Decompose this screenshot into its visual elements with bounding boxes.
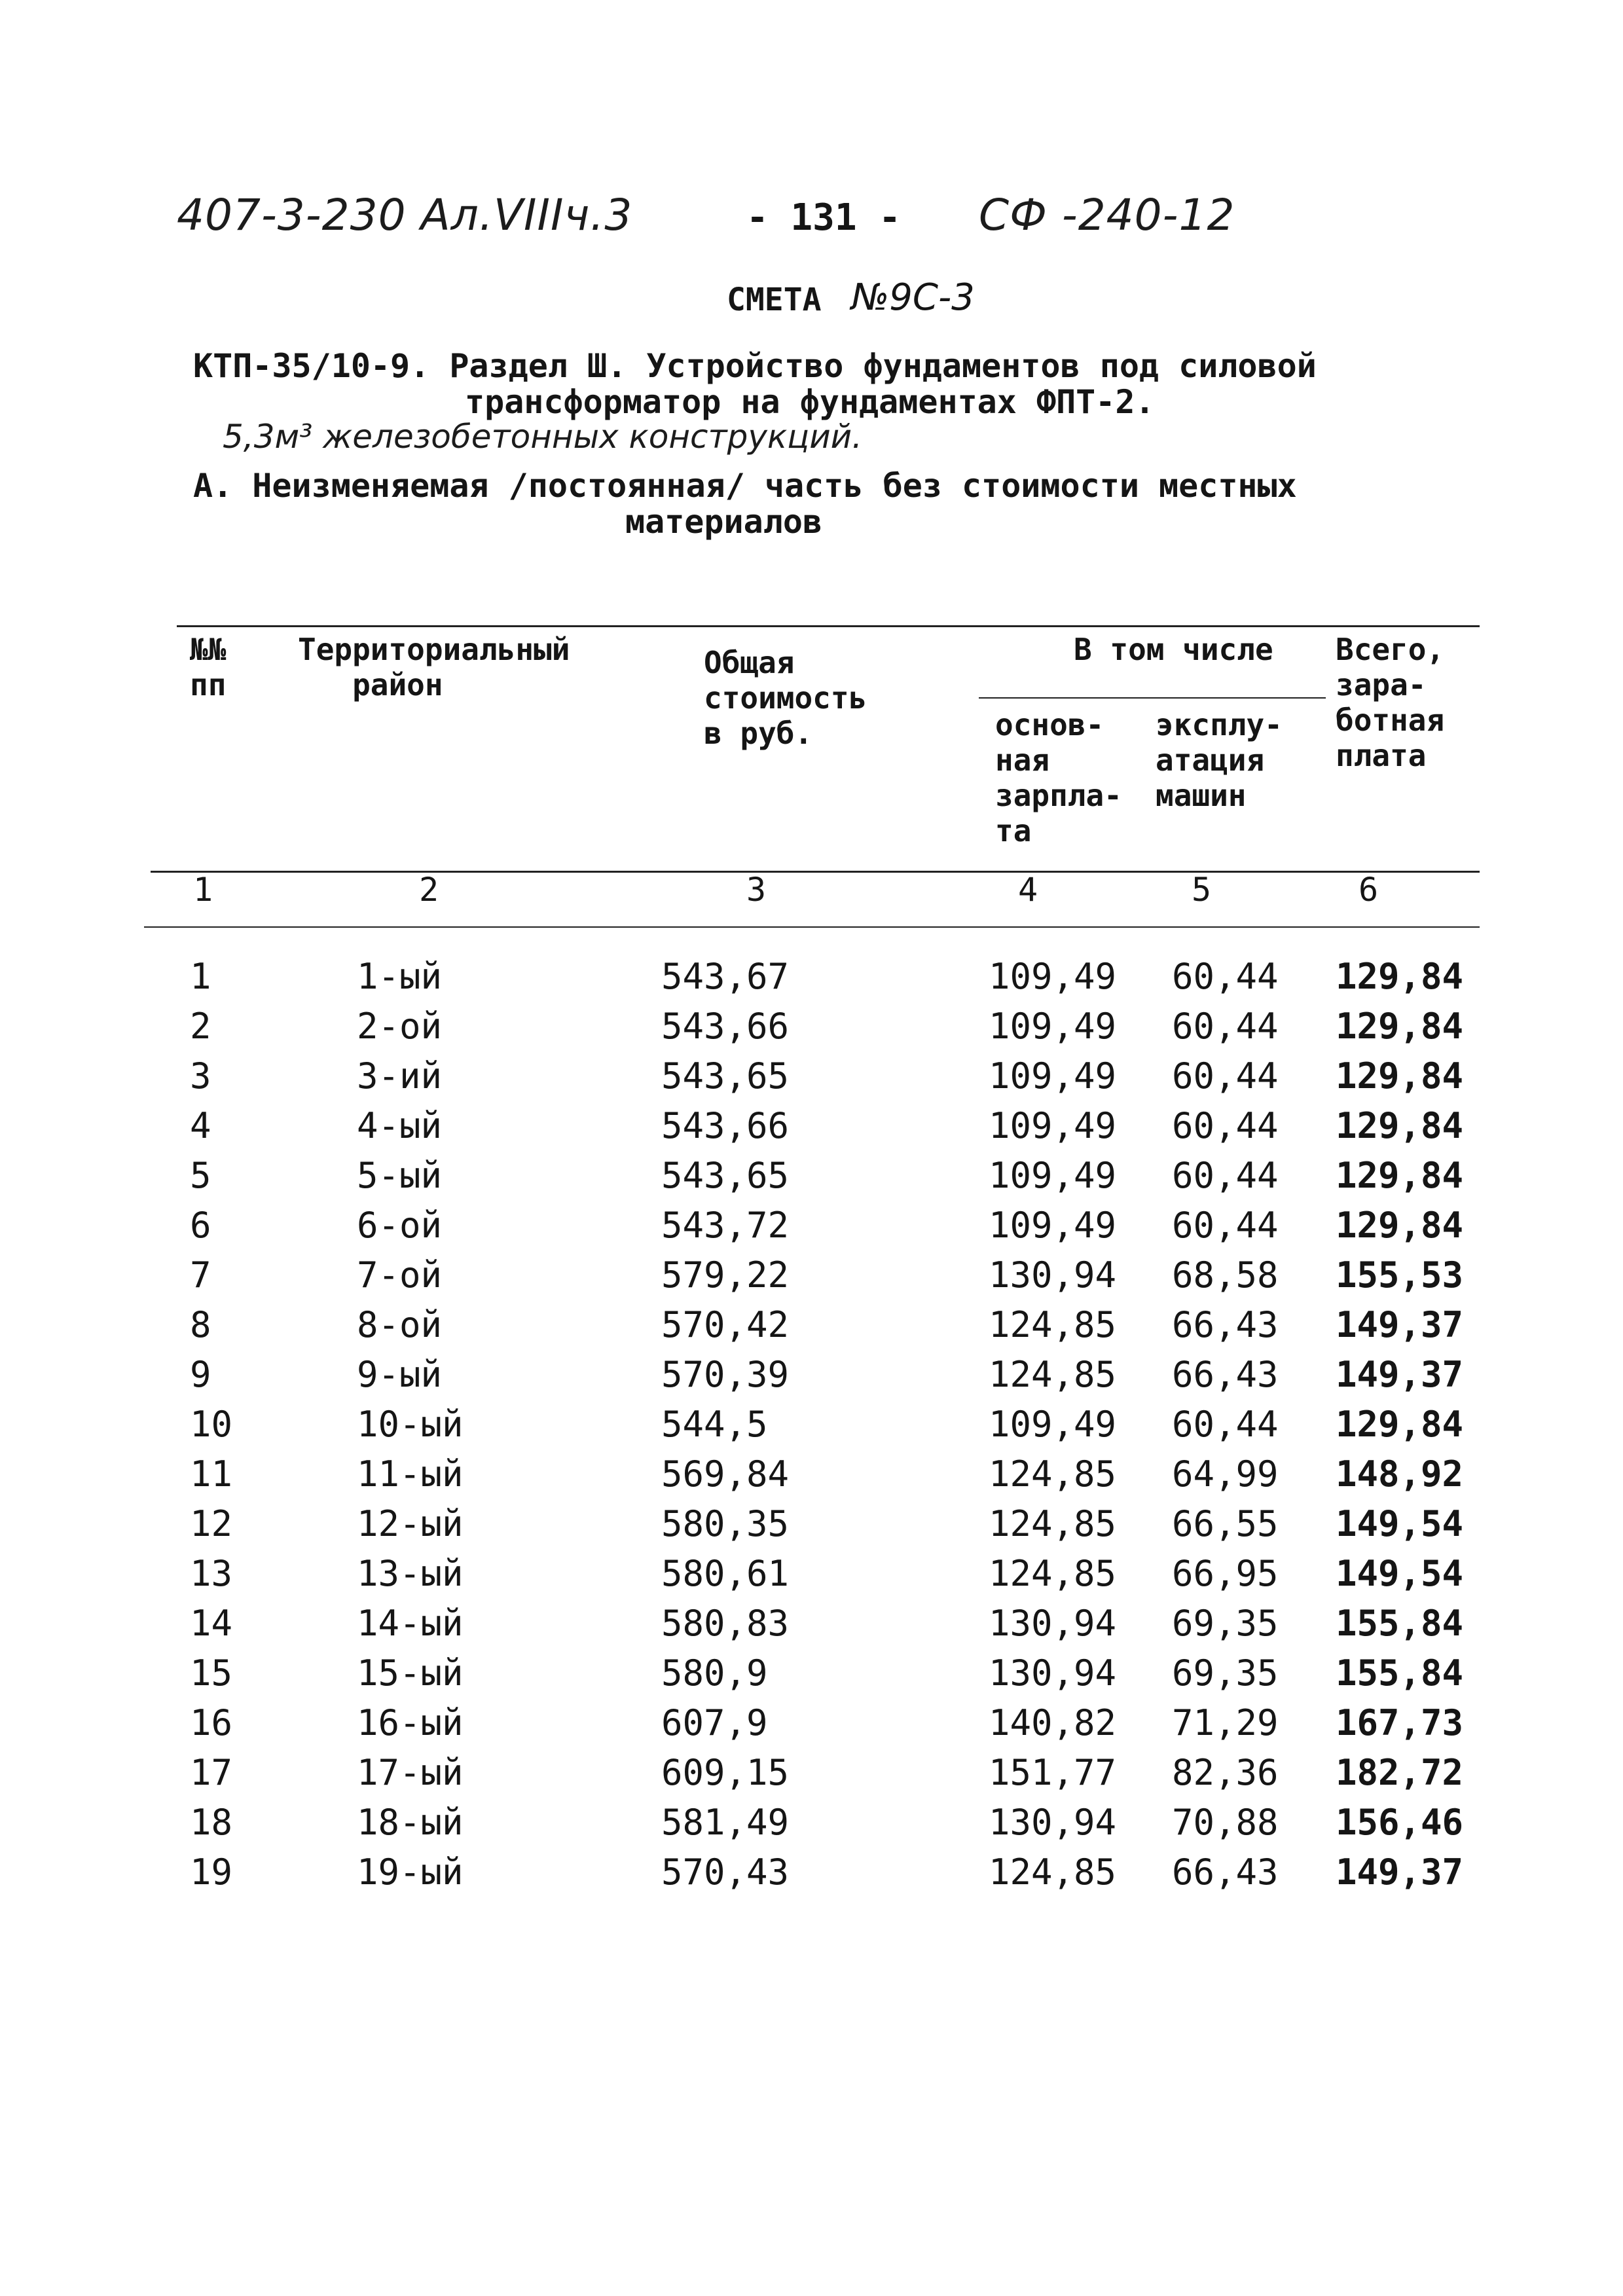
- total-cost: 543,72: [661, 1205, 790, 1246]
- base-salary: 130,94: [989, 1652, 1117, 1694]
- base-salary: 124,85: [989, 1851, 1117, 1893]
- column-numbers-rule: [144, 926, 1480, 928]
- total-salary: 149,37: [1336, 1354, 1464, 1395]
- base-salary: 130,94: [989, 1802, 1117, 1843]
- table-row: [0, 1304, 1623, 1354]
- machine-operation: 66,43: [1172, 1304, 1279, 1345]
- table-row: [0, 1155, 1623, 1205]
- row-number: 1: [190, 956, 211, 997]
- smeta-label: СМЕТА: [727, 282, 822, 318]
- row-number: 16: [190, 1702, 233, 1743]
- base-salary: 124,85: [989, 1503, 1117, 1544]
- handwritten-volume-note: 5,3м³ железобетонных конструкций.: [223, 418, 863, 456]
- column-number: 2: [419, 871, 439, 909]
- total-salary: 155,84: [1336, 1652, 1464, 1694]
- machine-operation: 69,35: [1172, 1603, 1279, 1644]
- total-cost: 543,67: [661, 956, 790, 997]
- machine-operation: 66,43: [1172, 1354, 1279, 1395]
- base-salary: 109,49: [989, 1055, 1117, 1097]
- column-number: 1: [193, 871, 213, 909]
- row-number: 2: [190, 1006, 211, 1047]
- base-salary: 130,94: [989, 1254, 1117, 1296]
- total-salary: 129,84: [1336, 1105, 1464, 1146]
- total-salary: 182,72: [1336, 1752, 1464, 1793]
- row-number: 14: [190, 1603, 233, 1644]
- total-salary: 129,84: [1336, 1404, 1464, 1445]
- row-number: 11: [190, 1453, 233, 1495]
- table-row: [0, 1354, 1623, 1404]
- total-cost: 580,61: [661, 1553, 790, 1594]
- district-name: 3-ий: [357, 1055, 443, 1097]
- base-salary: 109,49: [989, 1155, 1117, 1196]
- total-cost: 581,49: [661, 1802, 790, 1843]
- row-number: 7: [190, 1254, 211, 1296]
- base-salary: 124,85: [989, 1354, 1117, 1395]
- base-salary: 109,49: [989, 1404, 1117, 1445]
- row-number: 10: [190, 1404, 233, 1445]
- machine-operation: 70,88: [1172, 1802, 1279, 1843]
- total-cost: 570,42: [661, 1304, 790, 1345]
- district-name: 10-ый: [357, 1404, 464, 1445]
- district-name: 1-ый: [357, 956, 443, 997]
- table-row: [0, 1503, 1623, 1553]
- base-salary: 140,82: [989, 1702, 1117, 1743]
- row-number: 17: [190, 1752, 233, 1793]
- machine-operation: 60,44: [1172, 1055, 1279, 1097]
- base-salary: 109,49: [989, 1105, 1117, 1146]
- group-header-rule: [979, 697, 1326, 699]
- total-salary: 148,92: [1336, 1453, 1464, 1495]
- total-cost: 607,9: [661, 1702, 768, 1743]
- table-row: [0, 1205, 1623, 1254]
- table-row: [0, 1652, 1623, 1702]
- machine-operation: 69,35: [1172, 1652, 1279, 1694]
- header-col-number: №№ пп: [190, 632, 227, 702]
- district-name: 16-ый: [357, 1702, 464, 1743]
- column-number: 6: [1359, 871, 1379, 909]
- district-name: 17-ый: [357, 1752, 464, 1793]
- machine-operation: 66,95: [1172, 1553, 1279, 1594]
- machine-operation: 60,44: [1172, 1205, 1279, 1246]
- total-salary: 129,84: [1336, 1055, 1464, 1097]
- machine-operation: 60,44: [1172, 1404, 1279, 1445]
- base-salary: 124,85: [989, 1453, 1117, 1495]
- part-heading-line-1: А. Неизменяемая /постоянная/ часть без стоимости местных: [193, 467, 1297, 505]
- base-salary: 109,49: [989, 1205, 1117, 1246]
- base-salary: 109,49: [989, 1006, 1117, 1047]
- total-cost: 570,39: [661, 1354, 790, 1395]
- table-row: [0, 1603, 1623, 1652]
- machine-operation: 66,55: [1172, 1503, 1279, 1544]
- smeta-number: №9С-3: [851, 276, 975, 319]
- row-number: 3: [190, 1055, 211, 1097]
- part-heading-line-2: материалов: [625, 503, 823, 541]
- header-base-salary: основ- ная зарпла- та: [995, 707, 1122, 848]
- total-salary: 129,84: [1336, 1006, 1464, 1047]
- header-including-group: В том числе: [1074, 632, 1273, 667]
- table-row: [0, 1006, 1623, 1055]
- total-cost: 580,35: [661, 1503, 790, 1544]
- total-cost: 543,65: [661, 1055, 790, 1097]
- machine-operation: 60,44: [1172, 1105, 1279, 1146]
- row-number: 4: [190, 1105, 211, 1146]
- total-cost: 579,22: [661, 1254, 790, 1296]
- machine-operation: 82,36: [1172, 1752, 1279, 1793]
- table-row: [0, 1553, 1623, 1603]
- total-cost: 580,83: [661, 1603, 790, 1644]
- table-row: [0, 1453, 1623, 1503]
- column-number: 5: [1192, 871, 1212, 909]
- total-salary: 155,84: [1336, 1603, 1464, 1644]
- total-cost: 569,84: [661, 1453, 790, 1495]
- header-machine-operation: эксплу- атация машин: [1156, 707, 1283, 813]
- total-cost: 580,9: [661, 1652, 768, 1694]
- document-title-line-1: КТП-35/10-9. Раздел Ш. Устройство фундаментов под силовой: [193, 347, 1317, 385]
- header-total-salary: Всего, зара- ботная плата: [1336, 632, 1445, 773]
- base-salary: 124,85: [989, 1304, 1117, 1345]
- page-number: - 131 -: [746, 196, 902, 239]
- table-row: [0, 956, 1623, 1006]
- district-name: 9-ый: [357, 1354, 443, 1395]
- table-row: [0, 1702, 1623, 1752]
- handwritten-document-code: 407-3-230 Ал.VIIIч.3: [177, 190, 633, 240]
- machine-operation: 68,58: [1172, 1254, 1279, 1296]
- total-salary: 149,54: [1336, 1503, 1464, 1544]
- row-number: 8: [190, 1304, 211, 1345]
- total-salary: 156,46: [1336, 1802, 1464, 1843]
- row-number: 15: [190, 1652, 233, 1694]
- district-name: 6-ой: [357, 1205, 443, 1246]
- total-cost: 609,15: [661, 1752, 790, 1793]
- district-name: 14-ый: [357, 1603, 464, 1644]
- district-name: 15-ый: [357, 1652, 464, 1694]
- handwritten-sheet-code: СФ -240-12: [979, 190, 1235, 240]
- machine-operation: 64,99: [1172, 1453, 1279, 1495]
- district-name: 7-ой: [357, 1254, 443, 1296]
- table-row: [0, 1254, 1623, 1304]
- table-row: [0, 1802, 1623, 1851]
- table-row: [0, 1105, 1623, 1155]
- total-salary: 167,73: [1336, 1702, 1464, 1743]
- header-total-cost: Общая стоимость в руб.: [704, 645, 867, 751]
- base-salary: 124,85: [989, 1553, 1117, 1594]
- machine-operation: 60,44: [1172, 1006, 1279, 1047]
- base-salary: 151,77: [989, 1752, 1117, 1793]
- column-number: 3: [746, 871, 767, 909]
- total-salary: 129,84: [1336, 1205, 1464, 1246]
- table-row: [0, 1851, 1623, 1901]
- table-row: [0, 1404, 1623, 1453]
- row-number: 9: [190, 1354, 211, 1395]
- machine-operation: 66,43: [1172, 1851, 1279, 1893]
- machine-operation: 60,44: [1172, 956, 1279, 997]
- total-cost: 570,43: [661, 1851, 790, 1893]
- district-name: 18-ый: [357, 1802, 464, 1843]
- table-top-rule: [177, 625, 1480, 627]
- total-salary: 129,84: [1336, 956, 1464, 997]
- document-title-line-2: трансформатор на фундаментах ФПТ-2.: [465, 383, 1155, 421]
- district-name: 8-ой: [357, 1304, 443, 1345]
- district-name: 19-ый: [357, 1851, 464, 1893]
- total-salary: 149,37: [1336, 1851, 1464, 1893]
- total-salary: 129,84: [1336, 1155, 1464, 1196]
- row-number: 19: [190, 1851, 233, 1893]
- district-name: 2-ой: [357, 1006, 443, 1047]
- total-cost: 543,66: [661, 1006, 790, 1047]
- row-number: 6: [190, 1205, 211, 1246]
- header-territorial-district: Территориальный район: [298, 632, 570, 702]
- base-salary: 109,49: [989, 956, 1117, 997]
- column-number: 4: [1018, 871, 1038, 909]
- district-name: 11-ый: [357, 1453, 464, 1495]
- total-cost: 544,5: [661, 1404, 768, 1445]
- total-salary: 149,54: [1336, 1553, 1464, 1594]
- total-salary: 149,37: [1336, 1304, 1464, 1345]
- total-cost: 543,65: [661, 1155, 790, 1196]
- district-name: 13-ый: [357, 1553, 464, 1594]
- row-number: 5: [190, 1155, 211, 1196]
- machine-operation: 60,44: [1172, 1155, 1279, 1196]
- total-cost: 543,66: [661, 1105, 790, 1146]
- header-bottom-rule: [151, 871, 1480, 873]
- district-name: 5-ый: [357, 1155, 443, 1196]
- table-row: [0, 1055, 1623, 1105]
- row-number: 18: [190, 1802, 233, 1843]
- table-row: [0, 1752, 1623, 1802]
- total-salary: 155,53: [1336, 1254, 1464, 1296]
- district-name: 12-ый: [357, 1503, 464, 1544]
- district-name: 4-ый: [357, 1105, 443, 1146]
- row-number: 12: [190, 1503, 233, 1544]
- machine-operation: 71,29: [1172, 1702, 1279, 1743]
- base-salary: 130,94: [989, 1603, 1117, 1644]
- row-number: 13: [190, 1553, 233, 1594]
